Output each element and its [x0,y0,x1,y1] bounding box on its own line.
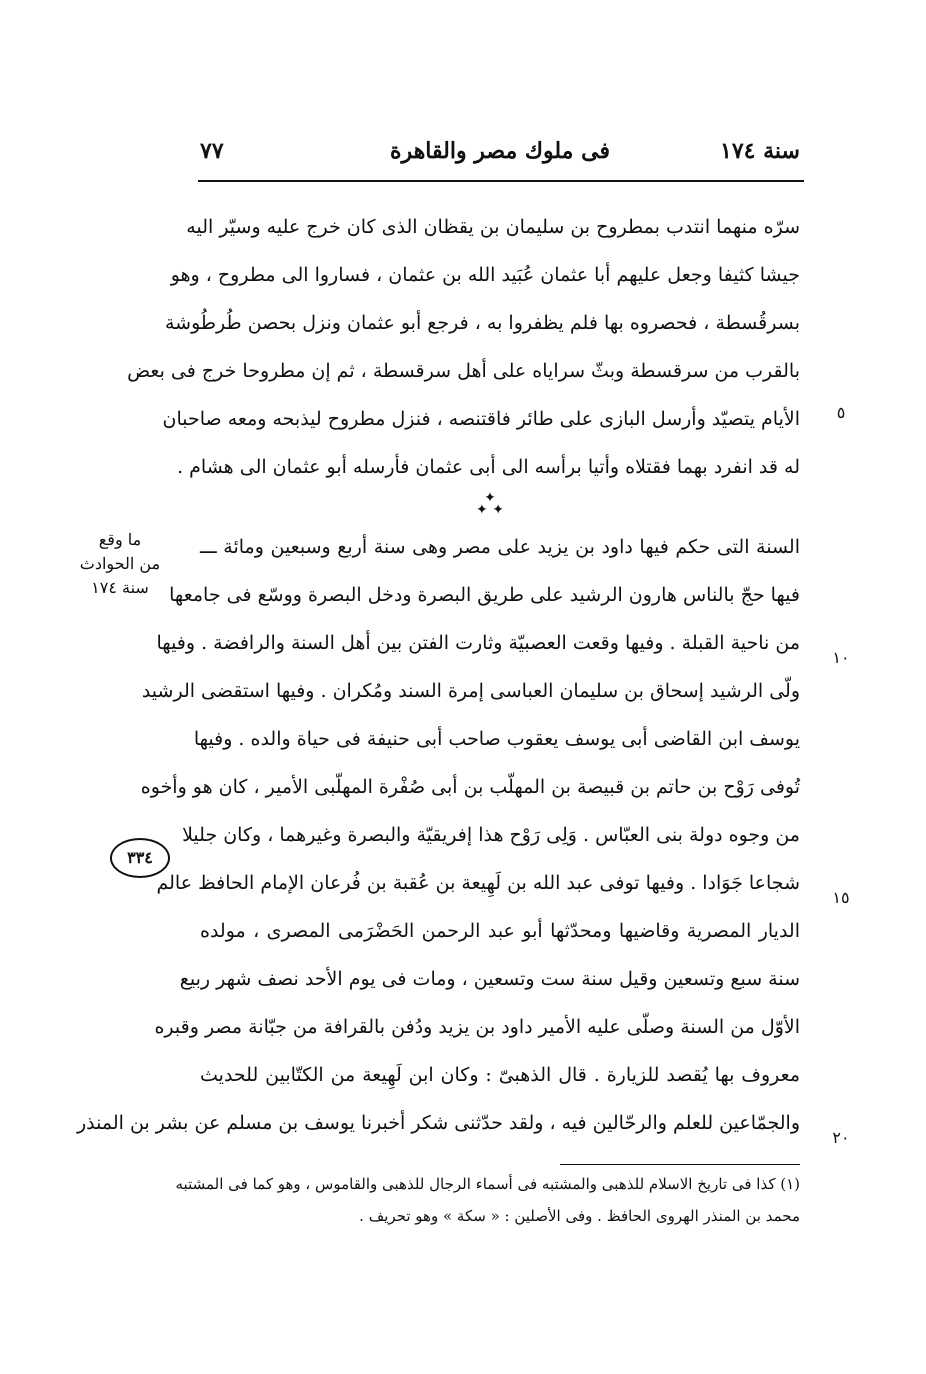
section-heading: السنة التى حكم فيها داود بن يزيد على مصر وهى سنة أربع وسبعين ومائة ـــ [200,536,800,558]
text-line: سنة سبع وتسعين وقيل سنة ست وتسعين ، ومات فى يوم الأحد نصف شهر ربيع [179,968,800,990]
text-line: معروف بها يُقصد للزيارة . قال الذهبىّ : وكان ابن لَهِيعة من الكتّابين للحديث [200,1064,800,1086]
text-line: بالقرب من سرقسطة وبثّ سراياه على أهل سرقسطة ، ثم إن مطروحا خرج فى بعض [127,360,800,382]
text-line: فيها حجّ بالناس هارون الرشيد على طريق البصرة ودخل البصرة ووسّع فى جامعها [169,584,800,606]
text-line: جيشا كثيفا وجعل عليهم أبا عثمان عُبَيد الله بن عثمان ، فساروا الى مطروح ، وهو [170,264,800,286]
line-number-10: ١٠ [832,648,850,667]
library-stamp: ٣٣٤ [110,838,170,878]
text-line: شجاعا جَوَادا . وفيها توفى عبد الله بن لَهِيعة بن عُقبة بن فُرعان الإمام الحافظ عالم [156,872,800,894]
margin-note-line: سنة ١٧٤ [91,578,149,597]
ornament-top: ✦ [484,490,496,506]
header-title: فى ملوك مصر والقاهرة [390,138,610,164]
text-line: والجمّاعين للعلم والرحّالين فيه ، ولقد حدّثنى شكر أخبرنا يوسف بن مسلم عن بشر بن المنذر [76,1112,800,1134]
margin-note [60,528,180,600]
line-number-5: ٥ [836,403,846,422]
header-year: سنة ١٧٤ [720,138,800,164]
footnotes [175,1168,800,1232]
footnote-rule [560,1164,800,1165]
ornament-bottom: ✦ ✦ [476,502,504,518]
page-header [200,138,800,178]
margin-note-line: ما وقع [98,530,142,549]
text-line: الأوّل من السنة وصلّى عليه الأمير داود بن يزيد ودُفن بالقرافة من جبّانة مصر وقبره [154,1016,800,1038]
text-line: له قد انفرد بهما فقتلاه وأتيا برأسه الى أبى عثمان فأرسله أبو عثمان الى هشام . [177,456,800,478]
text-line: الديار المصرية وقاضيها ومحدّثها أبو عبد الرحمن الحَضْرَمى المصرى ، مولده [200,920,800,942]
footnote-line: (١) كذا فى تاريخ الاسلام للذهبى والمشتبه فى أسماء الرجال للذهبى والقاموس ، وهو كما فى المشتبه [175,1175,800,1193]
section-ornament [470,492,510,516]
footnote-line: محمد بن المنذر الهروى الحافظ . وفى الأصلين : « سكة » وهو تحريف . [359,1207,800,1225]
text-line: تُوفى رَوْح بن حاتم بن قبيصة بن المهلّب بن أبى صُفْرة المهلّبى الأمير ، كان هو وأخوه [140,776,800,798]
page-number: ٧٧ [200,138,224,164]
line-number-20: ٢٠ [832,1128,850,1147]
text-block-1 [127,203,800,491]
text-line: يوسف ابن القاضى أبى يوسف يعقوب صاحب أبى حنيفة فى حياة والده . وفيها [193,728,800,750]
line-number-15: ١٥ [832,888,850,907]
text-line: بسرقُسطة ، فحصروه بها فلم يظفروا به ، فرجع أبو عثمان ونزل بحصن طُرطُوشة [165,312,800,334]
text-line: من ناحية القبلة . وفيها وقعت العصبيّة وثارت الفتن بين أهل السنة والرافضة . وفيها [156,632,800,654]
text-line: ولّى الرشيد إسحاق بن سليمان العباسى إمرة السند ومُكران . وفيها استقضى الرشيد [141,680,800,702]
text-line: من وجوه دولة بنى العبّاس . وَلِى رَوْح هذا إفريقيّة والبصرة وغيرهما ، وكان جليلا [182,824,800,846]
text-line: سرّه منهما انتدب بمطروح بن سليمان بن يقظان الذى كان خرج عليه وسيّر اليه [186,216,800,238]
text-line: الأيام يتصيّد وأرسل البازى على طائر فاقتنصه ، فنزل مطروح ليذبحه ومعه صاحبان [162,408,800,430]
margin-note-line: من الحوادث [79,554,161,573]
header-rule [198,180,804,182]
